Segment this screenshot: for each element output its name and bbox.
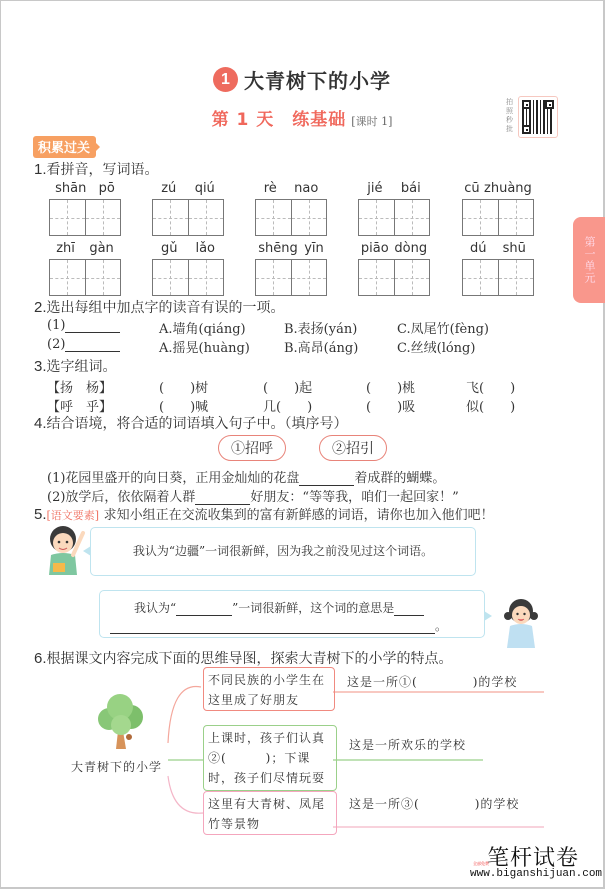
boy-speech-bubble: 我认为“边疆”一词很新鲜，因为我之前没见过这个词语。 [90, 527, 476, 576]
branch-3-result [349, 795, 519, 812]
pinyin-syllable: shū [502, 241, 526, 256]
requirement-tag: [语文要素] [46, 509, 100, 522]
watermark-url[interactable]: www.biganshijuan.com [470, 868, 603, 880]
result-text: )的学校 [472, 675, 518, 689]
option-bubble-2: ②招引 [319, 435, 387, 461]
result-text: )的学校 [474, 797, 520, 811]
mind-map-branch-3: 这里有大青树、凤尾竹等景物 [203, 791, 337, 835]
day-label: 第 1 天 [211, 110, 275, 130]
q2-row2-option-b: B.高昂(áng) [284, 341, 359, 356]
sentence-text: 着成群的蝴蝶。 [354, 471, 446, 486]
question-number: 2. [34, 299, 47, 316]
pinyin-syllable: shēng [258, 241, 298, 256]
question-text: 求知小组正在交流收集到的富有新鲜感的词语，请你也加入他们吧！ [103, 508, 494, 523]
pinyin-syllable: qiú [194, 181, 215, 196]
pinyin-syllable: gàn [89, 241, 114, 256]
sentence-text: 好朋友：“等等我，咱们一起回家！” [250, 490, 459, 505]
qr-label: 拍照秒批 [506, 98, 513, 133]
pinyin-syllable: yīn [304, 241, 324, 256]
q2-row2-option-c: C.丝绒(lóng) [397, 341, 476, 356]
q3-row1-c2[interactable]: ( )起 [263, 381, 313, 396]
speech-text: ”一词很新鲜，这个词的意思是 [232, 601, 395, 615]
unit-side-tab[interactable]: 第一单元 [573, 217, 605, 303]
pinyin-syllable: dú [470, 241, 487, 256]
question-text: 结合语境，将合适的词语填入句子中。（填序号） [46, 416, 348, 432]
pinyin-syllable: piāo [360, 241, 389, 256]
q3-row2-c2[interactable]: 几( ) [263, 400, 313, 415]
option-bubble-1: ①招呼 [218, 435, 286, 461]
q3-row1-c4[interactable]: 飞( ) [466, 381, 516, 396]
result-text: 这是一所①( [347, 675, 418, 689]
question-number: 4. [34, 415, 47, 432]
q3-row2-c1[interactable]: ( )喊 [159, 400, 209, 415]
pinyin-syllable: lǎo [195, 241, 215, 256]
mind-map-center-label: 大青树下的小学 [71, 760, 163, 774]
lesson-title: 大青树下的小学 [244, 69, 391, 93]
sentence-text: (1)花园里盛开的向日葵，正用金灿灿的花盘 [47, 471, 300, 486]
pinyin-syllable: jié [367, 181, 383, 196]
pinyin-syllable: nao [294, 181, 319, 196]
q3-row1-label: 【扬 杨】 [47, 381, 113, 396]
pinyin-syllable: rè [263, 181, 277, 196]
pinyin-syllable: cū [464, 181, 480, 196]
q3-row1-c3[interactable]: ( )桃 [366, 381, 416, 396]
tree-icon [91, 691, 151, 751]
lesson-tag: [课时 1] [351, 115, 393, 128]
speech-text: 。 [435, 619, 448, 633]
result-text: 这是一所③( [349, 797, 420, 811]
sentence-text: (2)放学后，依依隔着人群 [47, 490, 196, 505]
q3-row2-c4[interactable]: 似( ) [466, 400, 516, 415]
speech-text: 我认为“ [134, 601, 177, 615]
branch-1-result [347, 673, 517, 690]
question-number: 6. [34, 650, 47, 667]
branch-2-result: 这是一所欢乐的学校 [349, 738, 467, 752]
q2-row1-option-a: A.墙角(qiáng) [159, 322, 246, 337]
question-number: 5. [34, 506, 47, 523]
row-label: (1) [47, 318, 66, 333]
question-text: 根据课文内容完成下面的思维导图，探索大青树下的小学的特点。 [46, 651, 453, 667]
watermark-title: 笔杆试卷 [487, 846, 580, 871]
q3-row2-c3[interactable]: ( )吸 [366, 400, 416, 415]
pinyin-syllable: gǔ [160, 241, 178, 256]
worksheet-page [1, 1, 603, 887]
q3-row1-c1[interactable]: ( )树 [159, 381, 209, 396]
pinyin-syllable: zhī [56, 241, 75, 256]
pinyin-syllable: dòng [394, 241, 428, 256]
question-text: 看拼音，写词语。 [46, 162, 159, 178]
q3-row2-label: 【呼 乎】 [47, 400, 113, 415]
lesson-number-badge: 1 [213, 67, 238, 92]
watermark-tag: 全部免费 [473, 861, 489, 866]
pinyin-syllable: zhuàng [484, 181, 532, 196]
question-number: 1. [34, 161, 47, 178]
row-label: (2) [47, 337, 66, 352]
pinyin-syllable: pō [98, 181, 115, 196]
question-number: 3. [34, 358, 47, 375]
question-text: 选字组词。 [46, 359, 117, 375]
question-text: 选出每组中加点字的读音有误的一项。 [46, 300, 285, 316]
pinyin-syllable: zú [161, 181, 177, 196]
pinyin-syllable: shān [55, 181, 87, 196]
section-tag: 积累过关 [33, 136, 96, 158]
pinyin-syllable: bái [400, 181, 421, 196]
mind-map-branch-1: 不同民族的小学生在这里成了好朋友 [203, 667, 335, 711]
q2-row2-option-a: A.摇晃(huàng) [159, 341, 250, 356]
section-label: 练基础 [292, 110, 347, 130]
q2-row1-option-b: B.表扬(yán) [284, 322, 358, 337]
mind-map-branch-2: 上课时，孩子们认真②( )；下课时，孩子们尽情玩耍 [203, 725, 337, 791]
q2-row1-option-c: C.凤尾竹(fèng) [397, 322, 489, 337]
